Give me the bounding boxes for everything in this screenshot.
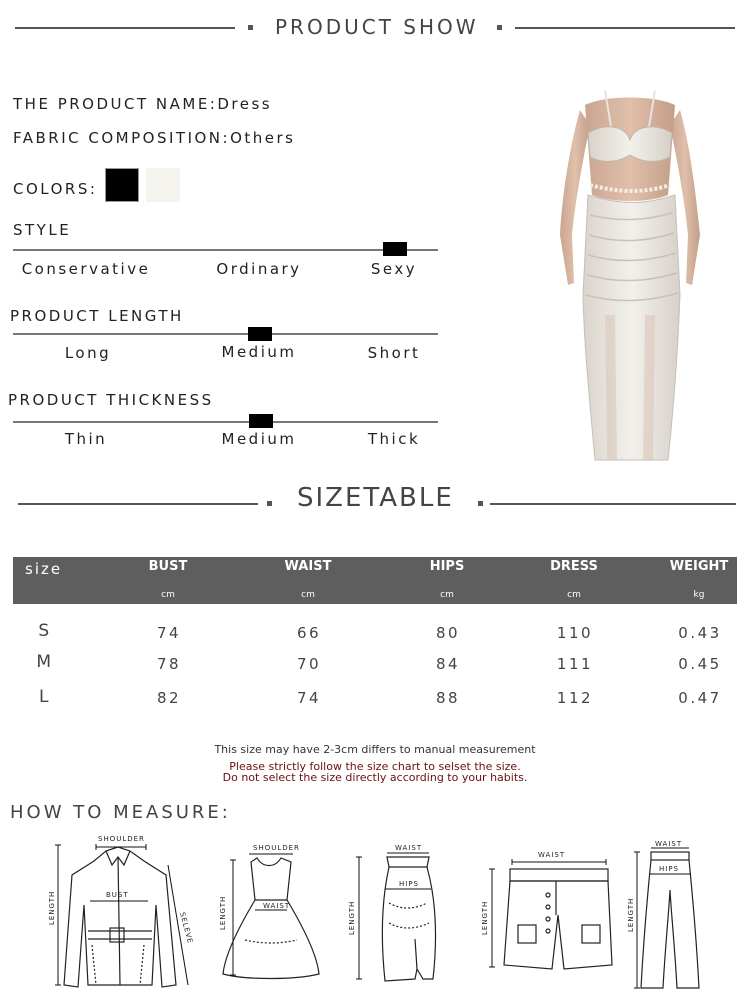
column-header-weight: WEIGHT xyxy=(669,559,729,574)
product-photo xyxy=(550,85,710,470)
length-label: PRODUCT LENGTH xyxy=(10,307,184,325)
table-cell: 78 xyxy=(156,655,182,673)
style-label: STYLE xyxy=(13,221,72,239)
column-unit-hips: cm xyxy=(440,590,454,600)
size-cell: L xyxy=(39,687,51,707)
table-cell: 110 xyxy=(556,624,594,642)
table-cell: 74 xyxy=(156,624,182,642)
shoulder-label: SHOULDER xyxy=(98,835,145,843)
length-label: LENGTH xyxy=(481,900,489,935)
dress-diagram xyxy=(215,840,325,985)
divider-right xyxy=(515,27,735,29)
divider-left xyxy=(18,503,258,505)
divider-left xyxy=(15,27,235,29)
divider-dot xyxy=(267,501,272,506)
product-name xyxy=(13,95,272,113)
divider-dot xyxy=(248,25,253,30)
column-unit-dress: cm xyxy=(567,590,581,600)
color-swatch-black[interactable] xyxy=(105,168,139,202)
table-cell: 0.47 xyxy=(678,689,722,707)
sleeve-label: SELEVE xyxy=(178,911,195,945)
size-table-header-row xyxy=(13,557,737,604)
thickness-marker xyxy=(249,414,273,428)
style-option-sexy: Sexy xyxy=(370,260,418,278)
column-unit-bust: cm xyxy=(161,590,175,600)
table-cell: 80 xyxy=(435,624,461,642)
style-option-ordinary: Ordinary xyxy=(216,260,302,278)
thickness-scale-line xyxy=(13,421,438,423)
table-cell: 0.45 xyxy=(678,655,722,673)
pants-diagram xyxy=(625,840,715,995)
table-cell: 0.43 xyxy=(678,624,722,642)
measurement-note: This size may have 2-3cm differs to manual measurement xyxy=(214,743,536,756)
shorts-diagram xyxy=(478,845,628,975)
bust-label: BUST xyxy=(106,891,129,899)
color-swatch-white[interactable] xyxy=(146,168,180,202)
thickness-option-thin: Thin xyxy=(64,430,108,448)
waist-label: WAIST xyxy=(538,851,566,859)
hips-label: HIPS xyxy=(399,880,419,888)
waist-label: WAIST xyxy=(395,844,423,852)
table-cell: 84 xyxy=(435,655,461,673)
waist-label: WAIST xyxy=(263,902,291,910)
how-to-measure-title: HOW TO MEASURE: xyxy=(10,802,231,823)
length-label: LENGTH xyxy=(48,890,56,925)
length-option-long: Long xyxy=(64,344,112,362)
size-warning-1: Please strictly follow the size chart to selset the size. xyxy=(229,760,521,773)
size-cell: S xyxy=(38,621,52,641)
column-unit-weight: kg xyxy=(693,590,705,600)
length-scale-line xyxy=(13,333,438,335)
divider-right xyxy=(490,503,736,505)
length-option-short: Short xyxy=(367,344,421,362)
length-label: LENGTH xyxy=(348,900,356,935)
thickness-option-thick: Thick xyxy=(367,430,421,448)
table-cell: 111 xyxy=(556,655,594,673)
table-cell: 70 xyxy=(296,655,322,673)
product-name-value: Dress xyxy=(217,95,273,113)
table-cell: 66 xyxy=(296,624,322,642)
column-header-hips: HIPS xyxy=(429,559,465,574)
table-cell: 88 xyxy=(435,689,461,707)
table-cell: 82 xyxy=(156,689,182,707)
size-cell: M xyxy=(36,652,54,672)
hips-label: HIPS xyxy=(659,865,679,873)
style-marker xyxy=(383,242,407,256)
thickness-label: PRODUCT THICKNESS xyxy=(8,391,214,409)
table-cell: 112 xyxy=(556,689,594,707)
length-label: LENGTH xyxy=(219,895,227,930)
size-header: size xyxy=(25,560,63,578)
divider-dot xyxy=(478,501,483,506)
waist-label: WAIST xyxy=(655,840,683,848)
fabric-composition xyxy=(13,129,295,147)
length-marker xyxy=(248,327,272,341)
length-option-medium: Medium xyxy=(221,343,297,361)
column-header-bust: BUST xyxy=(148,559,188,574)
thickness-option-medium: Medium xyxy=(221,430,297,448)
fabric-label: FABRIC COMPOSITION: xyxy=(13,129,231,147)
style-option-conservative: Conservative xyxy=(21,260,151,278)
colors-label: COLORS: xyxy=(13,180,98,198)
jacket-diagram xyxy=(48,835,196,993)
fabric-value: Others xyxy=(230,129,296,147)
size-warning-2: Do not select the size directly according to your habits. xyxy=(222,771,528,784)
column-header-dress: DRESS xyxy=(550,559,598,574)
style-scale-line xyxy=(13,249,438,251)
divider-dot xyxy=(497,25,502,30)
length-label: LENGTH xyxy=(627,897,635,932)
table-cell: 74 xyxy=(296,689,322,707)
column-unit-waist: cm xyxy=(301,590,315,600)
shoulder-label: SHOULDER xyxy=(253,844,300,852)
page-title: PRODUCT SHOW xyxy=(275,15,479,39)
product-name-label: THE PRODUCT NAME: xyxy=(13,95,218,113)
column-header-waist: WAIST xyxy=(284,559,332,574)
sizetable-title: SIZETABLE xyxy=(297,483,454,513)
skirt-diagram xyxy=(345,843,445,988)
